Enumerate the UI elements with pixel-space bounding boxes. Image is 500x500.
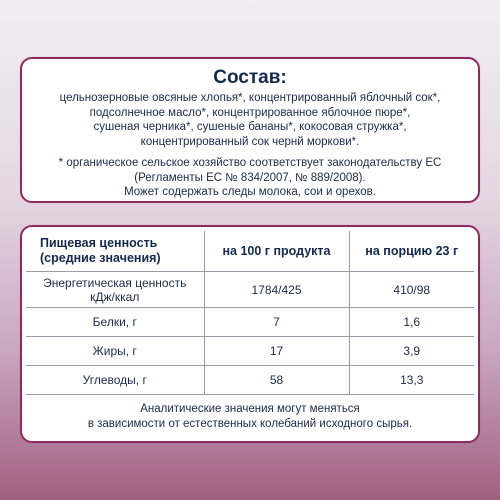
row-per-100g: 17 <box>204 337 349 366</box>
row-name: Энергетическая ценность кДж/ккал <box>26 272 204 308</box>
composition-line: концентрированный сок чернй моркови*. <box>140 135 360 148</box>
header-nutrition-value: Пищевая ценность (средние значения) <box>26 231 204 272</box>
composition-line: цельнозерновые овсяные хлопья*, концентрированный яблочный сок*, <box>59 92 441 104</box>
row-per-portion: 3,9 <box>349 337 474 366</box>
nutrition-card <box>20 225 480 443</box>
row-per-portion: 1,6 <box>349 308 474 337</box>
table-row <box>26 272 474 308</box>
header-per-100g: на 100 г продукта <box>204 231 349 272</box>
composition-line: сушеная черника*, сушеные бананы*, кокосовая стружка*, <box>93 121 407 133</box>
row-per-100g: 7 <box>204 308 349 337</box>
analytic-line: в зависимости от естественных колебаний исходного сырья. <box>87 418 413 430</box>
analytic-note <box>22 402 478 432</box>
note-line: (Регламенты ЕС № 834/2007, № 889/2008). <box>134 171 366 184</box>
composition-line: подсолнечное масло*, концентрированное яблочное пюре*, <box>89 106 411 119</box>
table-row <box>26 337 474 366</box>
table-row <box>26 366 474 395</box>
row-per-100g: 58 <box>204 366 349 395</box>
table-header-row <box>26 231 474 272</box>
analytic-line: Аналитические значения могут меняться <box>140 403 360 415</box>
header-per-portion: на порцию 23 г <box>349 231 474 272</box>
nutrition-table <box>26 231 474 395</box>
note-line: * органическое сельское хозяйство соответствует законодательству ЕС <box>58 157 442 169</box>
composition-text <box>22 91 478 149</box>
row-per-100g: 1784/425 <box>204 272 349 308</box>
row-name: Белки, г <box>26 308 204 337</box>
row-name: Углеводы, г <box>26 366 204 395</box>
organic-note <box>22 156 478 200</box>
row-per-portion: 13,3 <box>349 366 474 395</box>
row-per-portion: 410/98 <box>349 272 474 308</box>
composition-card <box>20 57 480 203</box>
composition-title: Состав: <box>213 67 287 88</box>
row-name: Жиры, г <box>26 337 204 366</box>
table-row <box>26 308 474 337</box>
note-line: Может содержать следы молока, сои и орехов. <box>124 186 376 198</box>
